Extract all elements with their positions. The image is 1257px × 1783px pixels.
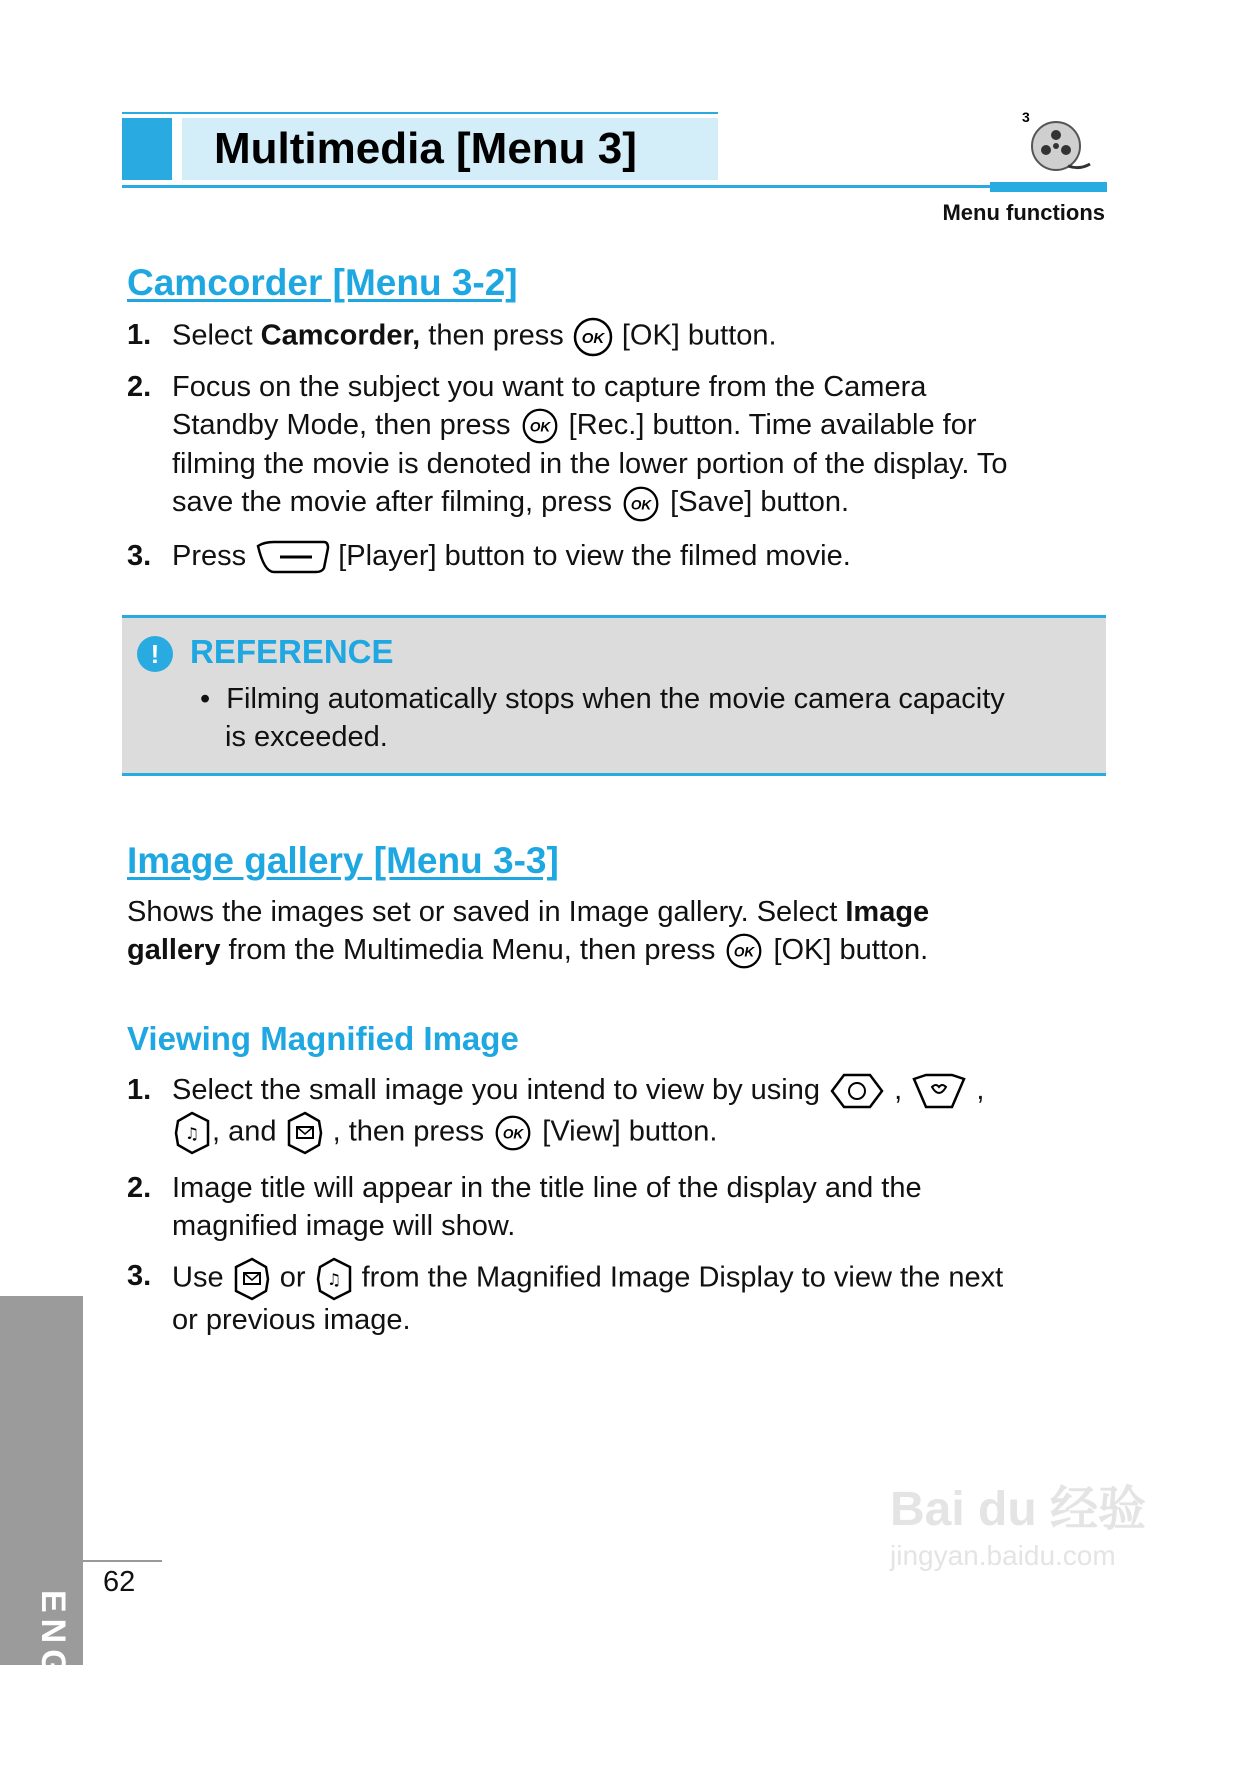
bullet: • — [200, 683, 211, 715]
ok-key-icon — [572, 316, 614, 358]
gallery-heading: Image gallery [Menu 3-3] — [127, 840, 559, 881]
ok-key-icon — [492, 1114, 534, 1152]
watermark-logo: Bai du 经验 — [890, 1483, 1147, 1536]
svg-text:♫: ♫ — [184, 1124, 200, 1144]
ok-key-icon — [620, 485, 662, 523]
reference-text: • Filming automatically stops when the movie camera capacity is exceeded. — [200, 683, 1005, 753]
header-rule-accent — [990, 182, 1107, 192]
film-reel-icon — [1020, 108, 1092, 180]
nav-left-key-icon — [314, 1257, 354, 1301]
header-square — [122, 118, 172, 180]
viewing-step-1: 1. Select the small image you intend to view by using , , ♫ , and , then press OK [View] button. — [127, 1071, 1117, 1155]
ok-key-icon — [519, 407, 561, 445]
svg-text:OK: OK — [529, 419, 550, 435]
reference-title: REFERENCE — [190, 633, 394, 670]
watermark-url: jingyan.baidu.com — [890, 1540, 1116, 1571]
svg-text:OK: OK — [630, 497, 652, 513]
nav-right-key-icon — [232, 1257, 272, 1301]
svg-text:OK: OK — [734, 944, 755, 960]
svg-text:3: 3 — [1022, 109, 1030, 125]
camcorder-step-2: 2. Focus on the subject you want to capture from the Camera Standby Mode, then press OK [Rec.] button. Time available for filming the movie is denoted in the lower portion of the display. To save the movie after filming, press OK [Save] button. — [127, 368, 1117, 523]
svg-text:OK: OK — [581, 330, 605, 347]
language-label: ENGLISH — [34, 1590, 72, 1783]
page-title: Multimedia [Menu 3] — [214, 124, 637, 173]
ok-key-icon — [723, 932, 765, 970]
viewing-heading: Viewing Magnified Image — [127, 1020, 519, 1057]
nav-down-key-icon — [910, 1071, 968, 1111]
nav-left-key-icon — [172, 1111, 212, 1155]
gallery-text: Shows the images set or saved in Image gallery. Select Image gallery from the Multimedia Menu, then press OK [OK] button. — [127, 893, 929, 970]
svg-text:OK: OK — [503, 1126, 524, 1142]
camcorder-step-1: 1. Select Camcorder, then press OK [OK] button. — [127, 316, 1117, 358]
nav-right-key-icon — [285, 1111, 325, 1155]
right-soft-key-icon — [254, 540, 330, 574]
page-number-rule — [83, 1560, 162, 1562]
header-rule-bottom — [122, 185, 1107, 188]
menu-functions-label: Menu functions — [942, 200, 1105, 225]
camcorder-step-3: 3. Press [Player] button to view the filmed movie. — [127, 537, 1117, 575]
camcorder-heading: Camcorder [Menu 3-2] — [127, 262, 518, 303]
header-rule-top — [122, 112, 718, 114]
nav-up-key-icon — [828, 1071, 886, 1111]
viewing-step-3: 3. Use or ♫ from the Magnified Image Display to view the next or previous image. — [127, 1257, 1117, 1339]
svg-text:♫: ♫ — [326, 1270, 341, 1289]
viewing-step-2: 2. Image title will appear in the title line of the display and the magnified image will show. — [127, 1172, 922, 1242]
exclamation-icon: ! — [137, 636, 173, 672]
page-number: 62 — [103, 1566, 136, 1598]
